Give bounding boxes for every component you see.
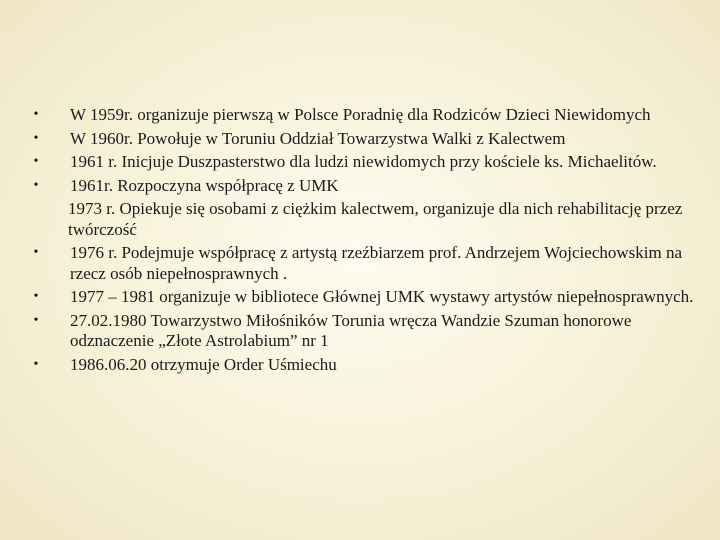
bullet-icon: •: [33, 130, 39, 146]
list-item-text: W 1960r. Powołuje w Toruniu Oddział Towarzystwa Walki z Kalectwem: [70, 128, 566, 148]
list-item-text: 1986.06.20 otrzymuje Order Uśmiechu: [70, 354, 337, 374]
list-item: [28, 152, 698, 173]
list-item-text: 27.02.1980 Towarzystwo Miłośników Torunia wręcza Wandzie Szuman honorowe odznaczenie „Złote Astrolabium” nr 1: [70, 310, 632, 350]
list-item-text: 1973 r. Opiekuje się osobami z ciężkim kalectwem, organizuje dla nich rehabilitację przez twórczość: [68, 199, 683, 239]
list-item: [28, 287, 698, 308]
bullet-icon: •: [33, 289, 39, 304]
list-item-text: 1976 r. Podejmuje współpracę z artystą rzeźbiarzem prof. Andrzejem Wojciechowskim na rzecz osób niepełnosprawnych .: [70, 243, 682, 283]
bullet-icon: •: [33, 107, 39, 122]
list-item: [28, 355, 698, 376]
list-item: [28, 176, 698, 197]
list-item-text: 1961 r. Inicjuje Duszpasterstwo dla ludzi niewidomych przy kościele ks. Michaelitów.: [70, 152, 657, 171]
list-item: [28, 129, 698, 150]
list-item: [28, 243, 698, 284]
list-item-continuation: [28, 199, 698, 240]
list-item-text: W 1959r. organizuje pierwszą w Polsce Poradnię dla Rodziców Dzieci Niewidomych: [70, 105, 651, 124]
bullet-icon: •: [33, 154, 39, 169]
list-item: [28, 105, 698, 126]
bullet-icon: •: [33, 312, 39, 328]
list-item: [28, 311, 698, 352]
list-item-text: 1977 – 1981 organizuje w bibliotece Głównej UMK wystawy artystów niepełnosprawnych.: [70, 287, 694, 306]
list-item-text: 1961r. Rozpoczyna współpracę z UMK: [70, 175, 339, 195]
bullet-list: [28, 105, 698, 378]
bullet-icon: •: [33, 245, 39, 260]
bullet-icon: •: [33, 356, 39, 372]
bullet-icon: •: [33, 177, 39, 193]
